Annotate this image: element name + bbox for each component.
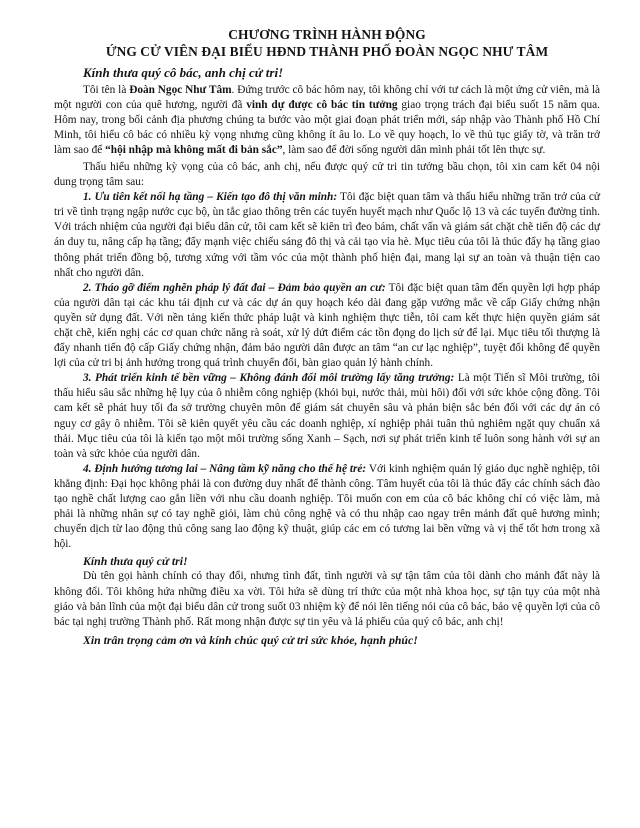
intro-quote: “hội nhập mà không mất đi bản sắc” — [105, 143, 283, 156]
intro-text-1: Tôi tên là — [83, 83, 130, 96]
candidate-name: Đoàn Ngọc Như Tâm — [129, 83, 232, 96]
commitment-body-2: Tôi đặc biệt quan tâm đến quyền lợi hợp pháp của người dân tại các khu tái định cư và các dự án quy hoạch kéo dài đang gặp vướng mắc về cấp Giấy chứng nhận quyền sử dụng đất. Với nền tảng kiến thức pháp luật và kinh nghiệm thực tiễn, tôi cam kết thực hiện quyền giám sát chặt chẽ, kiến nghị các cơ quan chức năng rà soát, xử lý dứt điểm các tồn đọng do lịch sử để lại. Mục tiêu tối thượng là đẩy nhanh tiến độ cấp Giấy chứng nhận, đảm bảo người dân được an tâm “an cư lạc nghiệp”, tuyệt đối không để quyền lợi của cử tri bị ảnh hưởng trong quá trình chuyển đổi, bàn giao quản lý hành chính. — [54, 281, 600, 370]
commitment-item-3 — [54, 371, 600, 462]
commitment-item-4 — [54, 462, 600, 553]
closing-greeting: Kính thưa quý cử tri! — [83, 554, 188, 569]
intro-paragraph — [54, 83, 600, 158]
intro-honor: vinh dự được cô bác tin tưởng — [246, 98, 398, 111]
document-title-line-2: ỨNG CỬ VIÊN ĐẠI BIỂU HĐND THÀNH PHỐ ĐOÀN NGỌC NHƯ TÂM — [105, 44, 549, 59]
intro-text-3: giao trọng trách đại biểu suốt 15 năm qua. Hôm nay, trong bối cảnh địa phương chúng ta bước vào một giai đoạn phát triển mới, sáp nhập vào Thành phố Hồ Chí Minh, tôi hiểu cô bác có nhiều kỳ vọng nhưng cũng không ít âu lo. Lo về quy hoạch, lo về thủ tục giấy tờ, và trăn trở làm sao để — [54, 98, 600, 156]
opening-greeting: Kính thưa quý cô bác, anh chị cử tri! — [83, 65, 284, 80]
commitment-body-3: Là một Tiến sĩ Môi trường, tôi thấu hiểu sâu sắc những hệ lụy của ô nhiễm công nghiệp (khói bụi, nước thải, mùi hôi) đối với sức khỏe cộng đồng. Tôi cam kết sẽ phát huy tối đa sở trường chuyên môn để giám sát chuyên sâu và phản biện sắc bén đối với các dự án có nguy cơ gây ô nhiễm. Tôi sẽ kiên quyết yêu cầu các doanh nghiệp, xí nghiệp phải tuân thủ nghiêm ngặt quy chuẩn xả thải. Mục tiêu của tôi là kiến tạo một môi trường sống Xanh – Sạch, nơi sự phát triển kinh tế luôn song hành với sự an toàn và sức khỏe của người dân. — [54, 372, 600, 460]
intro-text-4: , làm sao để đời sống người dân mình phải tốt lên thực sự. — [282, 143, 546, 156]
commitment-body-4: Với kinh nghiệm quản lý giáo dục nghề nghiệp, tôi khẳng định: Đại học không phải là con đường duy nhất để thành công. Tâm huyết của tôi là thúc đẩy các chính sách đào tạo nghề chất lượng cao gắn liền với nhu cầu doanh nghiệp. Tôi muốn con em của cô bác không chỉ có việc làm, mà phải là những nhân sự có tay nghề giỏi, làm chủ công nghệ và có thu nhập cao ngay trên mảnh đất quê hương mình; chuyển dịch từ lao động thủ công sang lao động kỹ thuật, giúp các em có tương lai bền vững và vị thế tốt hơn trong xã hội. — [54, 462, 600, 551]
closing-paragraph: Dù tên gọi hành chính có thay đổi, nhưng tình đất, tình người và sự tận tâm của tôi dành cho mảnh đất này là không đổi. Tôi không hứa những điều xa vời. Tôi hứa sẽ dùng trí thức của một nhà khoa học, sự tận tụy của một nhà giáo và bản lĩnh của một đại biểu dân cử trong suốt 03 nhiệm kỳ để nói lên tiếng nói của cô bác, bảo vệ quyền lợi của cô bác tại nghị trường Thành phố. Rất mong nhận được sự tin yêu và lá phiếu của quý cô bác, anh chị! — [54, 570, 600, 628]
commitment-item-2 — [54, 281, 600, 372]
thanks-line: Xin trân trọng cảm ơn và kính chúc quý cử tri sức khỏe, hạnh phúc! — [83, 632, 418, 647]
document-title-line-1: CHƯƠNG TRÌNH HÀNH ĐỘNG — [228, 27, 426, 42]
commitment-heading-3: 3. Phát triển kinh tế bền vững – Không đánh đổi môi trường lấy tăng trưởng: — [83, 372, 455, 385]
commitment-intro: Thấu hiểu những kỳ vọng của cô bác, anh chị, nếu được quý cử tri tin tưởng bầu chọn, tôi xin cam kết 04 nội dung trọng tâm sau: — [54, 160, 600, 189]
commitment-heading-4: 4. Định hướng tương lai – Nâng tầm kỹ năng cho thế hệ trẻ: — [83, 462, 367, 475]
intro-text-2: . Đứng trước cô bác hôm nay, tôi không chỉ với tư cách là một ứng cử viên, mà là một người con của quê hương, người đã — [54, 83, 601, 111]
commitment-heading-2: 2. Tháo gỡ điểm nghẽn pháp lý đất đai – Đảm bảo quyền an cư: — [83, 281, 386, 294]
commitment-item-1 — [54, 190, 600, 281]
commitment-heading-1: 1. Ưu tiên kết nối hạ tầng – Kiến tạo đô thị văn minh: — [83, 191, 338, 204]
commitment-body-1: Tôi đặc biệt quan tâm và thấu hiểu những trăn trở của cử tri về tình trạng ngập nước cục bộ, ùn tắc giao thông trên các tuyến huyết mạch như Quốc lộ 13 và các tuyến đường tỉnh. Với trách nhiệm của người đại biểu dân cử, tôi cam kết sẽ kiên trì đeo bám, chất vấn và giám sát chặt chẽ tiến độ các dự án duy tu, nâng cấp hạ tầng; đẩy mạnh việc chiếu sáng đô thị và cải tạo vỉa hè. Mục tiêu của tôi là thúc đẩy hạ tầng giao thông phát triển đồng bộ, tương xứng với tầm vóc của một thành phố hiện đại, mang lại sự an toàn và thuận tiện cao nhất cho người dân. — [54, 191, 600, 279]
